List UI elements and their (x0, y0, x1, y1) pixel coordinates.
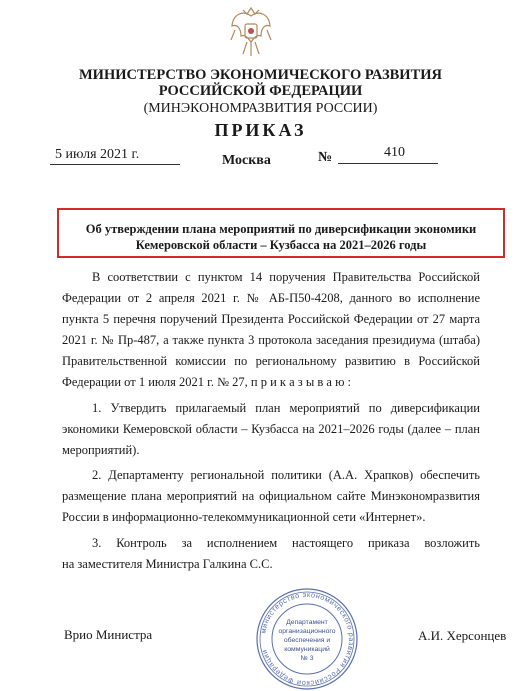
paragraph-1-line: Федерации от 1 июля 2021 г. № 27, п р и к а з ы в а ю : (62, 375, 352, 389)
emblem-icon (229, 6, 273, 58)
stamp-line: коммуникаций (284, 646, 330, 653)
stamp-line: № 3 (300, 655, 314, 662)
ministry-name-line2: РОССИЙСКОЙ ФЕДЕРАЦИИ (158, 83, 363, 99)
ministry-name-line1: МИНИСТЕРСТВО ЭКОНОМИЧЕСКОГО РАЗВИТИЯ (79, 67, 442, 83)
order-city: Москва (222, 153, 271, 168)
order-date: 5 июля 2021 г. (55, 147, 140, 162)
paragraph-3-line: России в информационно-телекоммуникационной сети «Интернет». (62, 510, 426, 524)
stamp-line: обеспечения и (283, 637, 331, 644)
number-underline (338, 163, 438, 164)
paragraph-3-line: 2. Департаменту региональной политики (А.А. Храпков) обеспечить (92, 468, 480, 482)
paragraph-2-line: мероприятий). (62, 443, 140, 457)
order-title-line1: Об утверждении плана мероприятий по диверсификации экономики (85, 222, 477, 236)
paragraph-3-line: размещение плана мероприятий на официальном сайте Минэкономразвития (62, 489, 480, 503)
signatory-name: А.И. Херсонцев (418, 628, 507, 643)
paragraph-4-line: на заместителя Министра Галкина С.С. (62, 557, 273, 571)
stamp-line: Департамент (286, 619, 328, 626)
order-number: 410 (384, 145, 405, 160)
order-number-label: № (318, 150, 333, 165)
paragraph-4-line: 3. Контроль за исполнением настоящего приказа возложить (92, 536, 480, 550)
paragraph-2-line: экономики Кемеровской области – Кузбасса на 2021–2026 годы (далее – план (62, 422, 480, 436)
date-underline (50, 164, 180, 165)
paragraph-1-line: пункта 5 перечня поручений Президента Российской Федерации от 27 марта (62, 312, 480, 326)
ministry-short-name: (МИНЭКОНОМРАЗВИТИЯ РОССИИ) (143, 101, 378, 116)
official-stamp (255, 587, 359, 691)
paragraph-1-line: Правительственной комиссии по региональному развитию в Российской (62, 354, 480, 368)
paragraph-1-line: Федерации от 2 апреля 2021 г. № АБ-П50-4208, данного во исполнение (62, 291, 480, 305)
stamp-line: организационного (278, 628, 336, 635)
paragraph-1-line: В соответствии с пунктом 14 поручения Правительства Российской (92, 270, 480, 284)
paragraph-2-line: 1. Утвердить прилагаемый план мероприятий по диверсификации (92, 401, 480, 415)
stamp-ring-text: министерство экономического развития Российской Федерации (258, 589, 357, 689)
order-title-line2: Кемеровской области – Кузбасса на 2021–2026 годы (135, 238, 427, 252)
paragraph-1-line: 2021 г. № Пр-487, а также пункта 3 протокола заседания президиума (штаба) (62, 333, 480, 347)
signatory-position: Врио Министра (64, 627, 153, 642)
document-type: ПРИКАЗ (214, 120, 307, 140)
